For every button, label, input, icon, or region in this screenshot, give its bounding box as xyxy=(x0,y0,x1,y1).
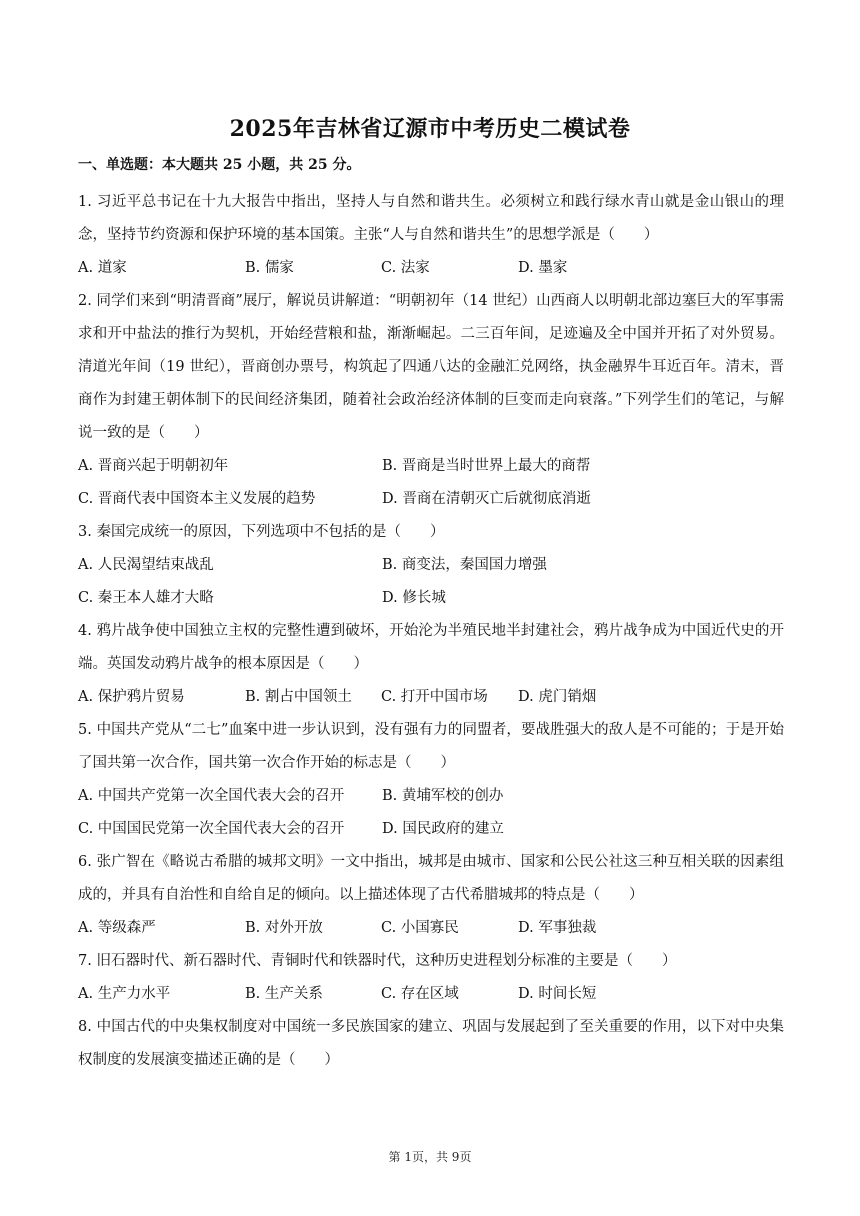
option-c: C. 存在区域 xyxy=(381,986,459,1002)
option-a: A. 道家 xyxy=(78,260,127,276)
option-c: C. 小国寡民 xyxy=(381,920,459,936)
option-d: D. 军事独裁 xyxy=(518,920,597,936)
question-2-options-row2 xyxy=(78,483,784,516)
option-a: A. 晋商兴起于明朝初年 xyxy=(78,458,229,474)
option-b: B. 生产关系 xyxy=(245,986,323,1002)
option-c: C. 打开中国市场 xyxy=(381,689,488,705)
question-5: 5. 中国共产党从“二七”血案中进一步认识到，没有强有力的同盟者，要战胜强大的敌人是不可能的；于是开始了国共第一次合作，国共第一次合作开始的标志是（ ） xyxy=(78,722,784,771)
question-3-options-row1 xyxy=(78,549,784,582)
question-list xyxy=(78,186,784,1077)
question-8: 8. 中国古代的中央集权制度对中国统一多民族国家的建立、巩固与发展起到了至关重要的作用，以下对中央集权制度的发展演变描述正确的是（ ） xyxy=(78,1019,784,1068)
option-b: B. 对外开放 xyxy=(245,920,323,936)
option-d: D. 修长城 xyxy=(382,590,446,606)
question-6-options xyxy=(78,912,784,945)
option-c: C. 晋商代表中国资本主义发展的趋势 xyxy=(78,491,316,507)
option-a: A. 等级森严 xyxy=(78,920,156,936)
option-b: B. 晋商是当时世界上最大的商帮 xyxy=(382,458,591,474)
question-4: 4. 鸦片战争使中国独立主权的完整性遭到破坏，开始沦为半殖民地半封建社会，鸦片战争成为中国近代史的开端。英国发动鸦片战争的根本原因是（ ） xyxy=(78,623,784,672)
question-5-options-row1 xyxy=(78,780,784,813)
question-3: 3. 秦国完成统一的原因，下列选项中不包括的是（ ） xyxy=(78,524,445,540)
question-1-options xyxy=(78,252,784,285)
question-2-options-row1 xyxy=(78,450,784,483)
option-d: D. 时间长短 xyxy=(518,986,597,1002)
page-footer: 第 1页，共 9页 xyxy=(388,1150,472,1164)
option-d: D. 国民政府的建立 xyxy=(382,821,504,837)
question-6: 6. 张广智在《略说古希腊的城邦文明》一文中指出，城邦是由城市、国家和公民公社这三种互相关联的因素组成的，并具有自治性和自给自足的倾向。以上描述体现了古代希腊城邦的特点是（ ） xyxy=(78,854,784,903)
option-a: A. 中国共产党第一次全国代表大会的召开 xyxy=(78,788,345,804)
option-a: A. 生产力水平 xyxy=(78,986,171,1002)
option-c: C. 秦王本人雄才大略 xyxy=(78,590,214,606)
option-d: D. 晋商在清朝灭亡后就彻底消逝 xyxy=(382,491,591,507)
option-b: B. 割占中国领土 xyxy=(245,689,352,705)
option-c: C. 法家 xyxy=(381,260,430,276)
question-7-options xyxy=(78,978,784,1011)
option-c: C. 中国国民党第一次全国代表大会的召开 xyxy=(78,821,345,837)
question-3-options-row2 xyxy=(78,582,784,615)
option-b: B. 儒家 xyxy=(245,260,294,276)
question-5-options-row2 xyxy=(78,813,784,846)
option-b: B. 商变法，秦国国力增强 xyxy=(382,557,547,573)
exam-title: 2025年吉林省辽源市中考历史二模试卷 xyxy=(229,116,631,142)
option-b: B. 黄埔军校的创办 xyxy=(382,788,504,804)
option-a: A. 人民渴望结束战乱 xyxy=(78,557,214,573)
section-heading: 一、单选题：本大题共 25 小题，共 25 分。 xyxy=(78,157,361,173)
option-a: A. 保护鸦片贸易 xyxy=(78,689,185,705)
question-1: 1. 习近平总书记在十九大报告中指出，坚持人与自然和谐共生。必须树立和践行绿水青山就是金山银山的理念，坚持节约资源和保护环境的基本国策。主张“人与自然和谐共生”的思想学派是（ ） xyxy=(78,194,784,243)
question-4-options xyxy=(78,681,784,714)
option-d: D. 虎门销烟 xyxy=(518,689,597,705)
question-2: 2. 同学们来到“明清晋商”展厅，解说员讲解道：“明朝初年（14 世纪）山西商人以明朝北部边塞巨大的军事需求和开中盐法的推行为契机，开始经营粮和盐，渐渐崛起。二三百年间，足迹遍及全中国并开拓了对外贸易。清道光年间（19 世纪），晋商创办票号，构筑起了四通八达的金融汇兑网络，执金融界牛耳近百年。清末，晋商作为封建王朝体制下的民间经济集团，随着社会政治经济体制的巨变而走向衰落。”下列学生们的笔记，与解说一致的是（ ） xyxy=(78,293,784,441)
option-d: D. 墨家 xyxy=(518,260,568,276)
question-7: 7. 旧石器时代、新石器时代、青铜时代和铁器时代，这种历史进程划分标准的主要是（ ） xyxy=(78,953,677,969)
